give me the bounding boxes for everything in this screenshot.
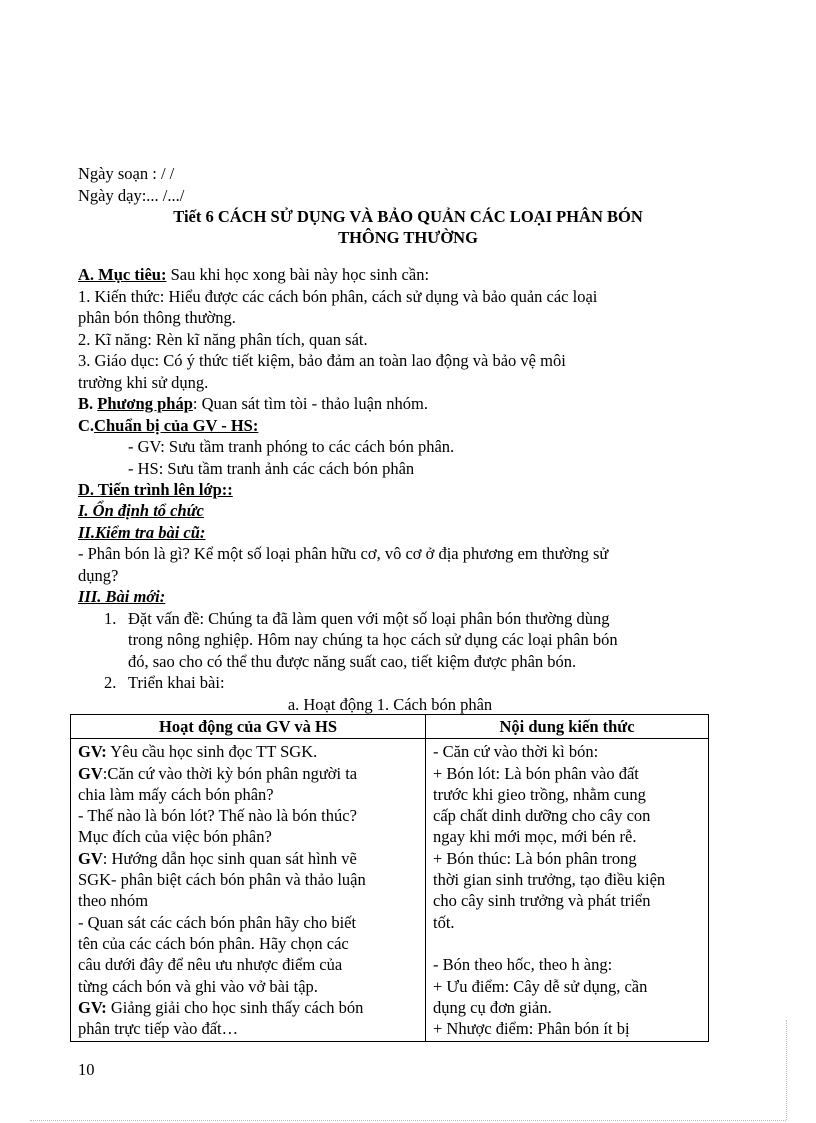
objective-line: phân bón thông thường. [78,308,236,327]
objective-line: 3. Giáo dục: Có ý thức tiết kiệm, bảo đảm an toàn lao động và bảo vệ môi [78,351,566,370]
table-line: câu dưới đây để nêu ưu nhược điểm của [78,955,343,975]
objective-line: trường khi sử dụng. [78,373,209,392]
intro-line: Đặt vấn đề: Chúng ta đã làm quen với một số loại phân bón thường dùng [128,609,610,628]
section-b-label: Phương pháp [97,394,193,413]
page-border-right [786,1020,787,1120]
section-c-prefix: C. [78,416,95,435]
table-row [71,739,709,1042]
table-line: GV: Hướng dẫn học sinh quan sát hình vẽ [78,848,357,868]
table-line: Mục đích của việc bón phân? [78,827,272,847]
objective-line: 2. Kĩ năng: Rèn kĩ năng phân tích, quan sát. [78,330,368,349]
part-2-heading: II.Kiểm tra bài cũ: [78,523,206,542]
part-1-heading: I. Ổn định tổ chức [78,501,204,520]
section-a-intro: Sau khi học xong bài này học sinh cần: [166,265,430,284]
prep-gv: - GV: Sưu tầm tranh phóng to các cách bón phân. [128,437,455,456]
knowledge-content-cell [426,739,709,1042]
table-line: + Nhược điểm: Phân bón ít bị [433,1019,630,1039]
table-line: GV: Yêu cầu học sinh đọc TT SGK. [78,742,318,762]
table-line: + Bón lót: Là bón phân vào đất [433,763,639,783]
teacher-student-activity-cell [71,739,426,1042]
table-line: thời gian sinh trưởng, tạo điều kiện [433,870,666,890]
table-line: - Thế nào là bón lót? Thế nào là bón thúc? [78,806,357,826]
section-c [78,415,258,436]
teach-date: Ngày dạy:... /.../ [78,186,185,205]
section-b-prefix: B. [78,394,98,413]
review-question: - Phân bón là gì? Kể một số loại phân hữu cơ, vô cơ ở địa phương em thường sử [78,544,609,563]
section-c-label: Chuẩn bị của GV - HS: [94,416,259,435]
list-item-number: 1. [104,609,117,628]
table-header: Nội dung kiến thức [426,715,709,739]
table-line: ngay khi mới mọc, mới bén rễ. [433,827,637,847]
table-line: từng cách bón và ghi vào vở bài tập. [78,976,318,996]
section-b [78,393,428,414]
table-line: trước khi gieo trồng, nhằm cung [433,784,646,804]
table-line: - Quan sát các cách bón phân hãy cho biết [78,912,357,932]
table-line [433,933,702,954]
table-line: GV: Giảng giải cho học sinh thấy cách bón [78,997,364,1017]
section-a-label: A. Mục tiêu: [78,265,167,284]
table-line: phân trực tiếp vào đất… [78,1019,239,1039]
table-line: tốt. [433,912,455,932]
table-line: - Căn cứ vào thời kì bón: [433,742,599,762]
review-question-cont: dụng? [78,566,119,585]
table-line: chia làm mấy cách bón phân? [78,784,274,804]
table-line: GV:Căn cứ vào thời kỳ bón phân người ta [78,763,358,783]
lesson-title-line2: THÔNG THƯỜNG [338,228,478,247]
section-d-label: D. Tiến trình lên lớp:: [78,480,233,499]
page-border-bottom [30,1120,786,1121]
activity-table [70,714,709,1042]
table-header: Hoạt động của GV và HS [71,715,426,739]
lesson-title: Tiết 6 CÁCH SỬ DỤNG VÀ BẢO QUẢN CÁC LOẠI PHÂN BÓN [173,207,643,226]
objective-line: 1. Kiến thức: Hiểu được các cách bón phân, cách sử dụng và bảo quản các loại [78,287,598,306]
table-line: cho cây sinh trưởng và phát triển [433,891,651,911]
intro-line: trong nông nghiệp. Hôm nay chúng ta học cách sử dụng các loại phân bón [128,630,618,649]
section-b-text: : Quan sát tìm tòi - thảo luận nhóm. [192,394,428,413]
table-line: cấp chất dinh dưỡng cho cây con [433,806,651,826]
table-line: theo nhóm [78,891,149,911]
prep-hs: - HS: Sưu tầm tranh ảnh các cách bón phân [128,459,415,478]
table-line: dụng cụ đơn giản. [433,997,552,1017]
activity-title: a. Hoạt động 1. Cách bón phân [287,695,493,714]
section-a [78,264,429,285]
table-line: tên của các cách bón phân. Hãy chọn các [78,933,349,953]
table-line: + Bón thúc: Là bón phân trong [433,848,637,868]
table-line: SGK- phân biệt cách bón phân và thảo luận [78,870,366,890]
part-3-heading: III. Bài mới: [78,587,166,606]
intro-line: đó, sao cho có thể thu được năng suất cao, tiết kiệm được phân bón. [128,652,577,671]
deploy-line: Triển khai bài: [128,673,225,692]
prep-date: Ngày soạn : / / [78,164,175,183]
list-item-number: 2. [104,673,117,692]
table-header-row [71,715,709,739]
page-number: 10 [78,1060,95,1079]
table-line: - Bón theo hốc, theo h àng: [433,955,613,975]
table-line: + Ưu điểm: Cây dễ sử dụng, cần [433,976,648,996]
